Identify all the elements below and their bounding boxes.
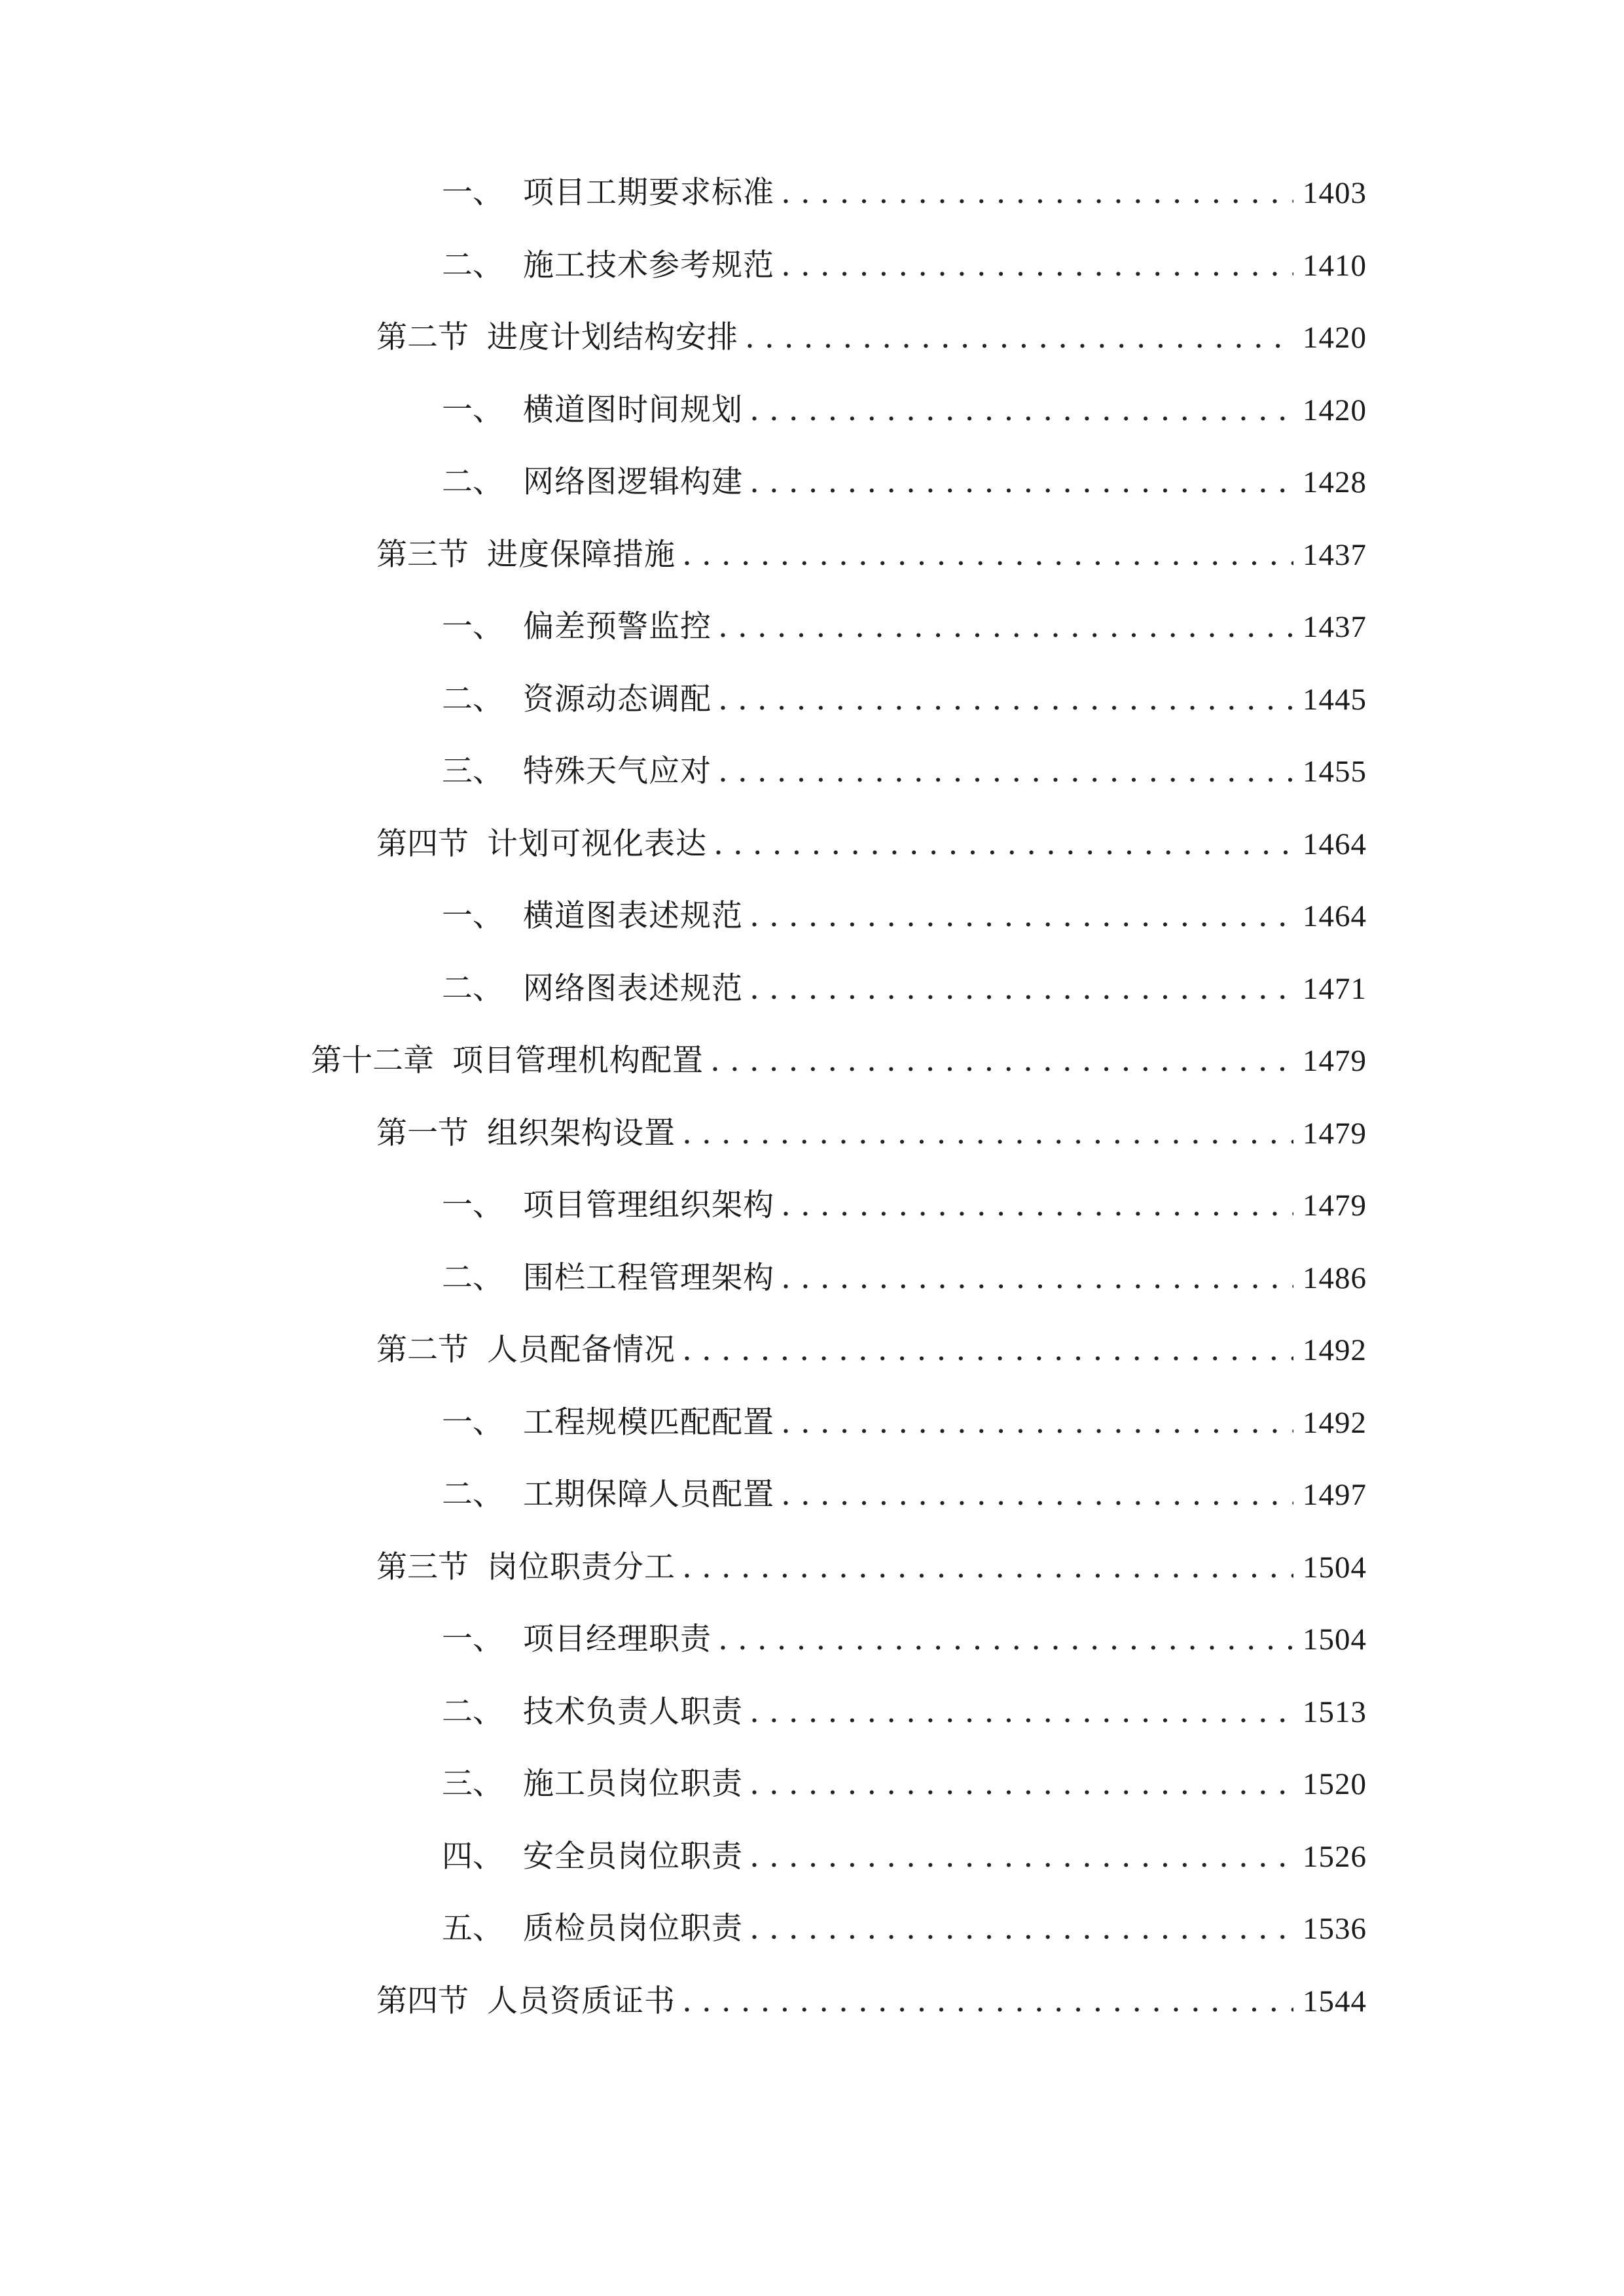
toc-entry-title: 进度保障措施 xyxy=(487,536,676,573)
toc-entry-page-number: 1544 xyxy=(1303,1984,1367,2018)
toc-entry[interactable] xyxy=(442,240,1367,292)
toc-entry-title: 横道图表述规范 xyxy=(523,898,743,934)
toc-entry-title: 项目管理组织架构 xyxy=(523,1187,774,1223)
toc-entry[interactable] xyxy=(376,1107,1367,1160)
toc-entry-title: 网络图表述规范 xyxy=(523,970,743,1007)
toc-entry-number: 一、 xyxy=(442,609,503,645)
toc-entry-title: 安全员岗位职责 xyxy=(523,1838,743,1874)
toc-entry-number: 一、 xyxy=(442,175,503,211)
toc-entry-number: 第三节 xyxy=(376,536,469,573)
toc-entry-number: 一、 xyxy=(442,391,503,428)
toc-entry-number: 二、 xyxy=(442,464,503,500)
toc-dot-leader xyxy=(749,1903,1293,1955)
toc-entry[interactable] xyxy=(442,1613,1367,1666)
toc-entry-number: 第二节 xyxy=(376,1332,469,1368)
toc-entry-number: 二、 xyxy=(442,681,503,717)
toc-entry-title: 施工技术参考规范 xyxy=(523,247,774,283)
toc-entry-title: 偏差预警监控 xyxy=(523,609,712,645)
toc-entry-page-number: 1479 xyxy=(1303,1116,1367,1151)
toc-dot-leader xyxy=(749,384,1293,437)
toc-entry-title: 施工员岗位职责 xyxy=(523,1766,743,1802)
toc-entry[interactable] xyxy=(376,312,1367,364)
toc-dot-leader xyxy=(745,312,1293,364)
toc-entry-title: 质检员岗位职责 xyxy=(523,1910,743,1946)
toc-dot-leader xyxy=(749,890,1293,942)
toc-entry-title: 网络图逻辑构建 xyxy=(523,464,743,500)
toc-entry-number: 第二节 xyxy=(376,319,469,355)
toc-dot-leader xyxy=(718,745,1293,798)
toc-entry[interactable] xyxy=(442,1397,1367,1449)
toc-dot-leader xyxy=(749,1831,1293,1883)
toc-dot-leader xyxy=(682,1541,1293,1594)
toc-entry[interactable] xyxy=(376,1541,1367,1594)
toc-entry-page-number: 1492 xyxy=(1303,1333,1367,1367)
toc-entry-title: 项目经理职责 xyxy=(523,1621,712,1657)
toc-dot-leader xyxy=(749,1686,1293,1738)
toc-entry-title: 围栏工程管理架构 xyxy=(523,1259,774,1296)
toc-dot-leader xyxy=(781,1179,1293,1232)
toc-entry-title: 工期保障人员配置 xyxy=(523,1477,774,1513)
toc-entry-page-number: 1464 xyxy=(1303,899,1367,933)
toc-entry-page-number: 1479 xyxy=(1303,1189,1367,1223)
toc-entry[interactable] xyxy=(442,1469,1367,1521)
toc-entry-number: 第四节 xyxy=(376,825,469,862)
toc-entry-page-number: 1526 xyxy=(1303,1839,1367,1874)
toc-entry-title: 项目工期要求标准 xyxy=(523,175,774,211)
toc-entry-number: 一、 xyxy=(442,1187,503,1223)
toc-entry-title: 进度计划结构安排 xyxy=(487,319,738,355)
toc-dot-leader xyxy=(682,529,1293,581)
toc-entry[interactable] xyxy=(442,745,1367,798)
toc-entry-page-number: 1497 xyxy=(1303,1478,1367,1512)
toc-dot-leader xyxy=(781,1397,1293,1449)
toc-entry-page-number: 1403 xyxy=(1303,176,1367,210)
toc-entry[interactable] xyxy=(442,167,1367,219)
toc-entry-page-number: 1486 xyxy=(1303,1261,1367,1295)
toc-entry-title: 资源动态调配 xyxy=(523,681,712,717)
toc-entry[interactable] xyxy=(442,456,1367,509)
toc-entry-title: 特殊天气应对 xyxy=(523,753,712,789)
toc-entry-page-number: 1504 xyxy=(1303,1550,1367,1585)
toc-dot-leader xyxy=(718,1613,1293,1666)
toc-dot-leader xyxy=(749,1758,1293,1810)
toc-entry-title: 计划可视化表达 xyxy=(487,825,707,862)
toc-dot-leader xyxy=(682,1107,1293,1160)
toc-entry[interactable] xyxy=(442,1686,1367,1738)
toc-entry-title: 工程规模匹配配置 xyxy=(523,1404,774,1441)
toc-entry-number: 二、 xyxy=(442,247,503,283)
toc-entry-page-number: 1504 xyxy=(1303,1623,1367,1657)
toc-entry-number: 二、 xyxy=(442,970,503,1007)
toc-entry-page-number: 1437 xyxy=(1303,610,1367,644)
toc-dot-leader xyxy=(781,1252,1293,1304)
toc-dot-leader xyxy=(781,240,1293,292)
toc-dot-leader xyxy=(682,1324,1293,1376)
toc-dot-leader xyxy=(781,1469,1293,1521)
toc-dot-leader xyxy=(781,167,1293,219)
toc-entry[interactable] xyxy=(376,1975,1367,2028)
toc-entry-title: 人员配备情况 xyxy=(487,1332,676,1368)
toc-entry-page-number: 1492 xyxy=(1303,1405,1367,1440)
toc-dot-leader xyxy=(718,601,1293,653)
toc-entry[interactable] xyxy=(442,890,1367,942)
toc-dot-leader xyxy=(749,963,1293,1015)
toc-entry-page-number: 1479 xyxy=(1303,1044,1367,1078)
toc-entry-number: 第十二章 xyxy=(311,1043,434,1079)
toc-entry-number: 一、 xyxy=(442,1404,503,1441)
toc-entry-title: 技术负责人职责 xyxy=(523,1693,743,1730)
toc-dot-leader xyxy=(749,456,1293,509)
toc-entry-number: 三、 xyxy=(442,753,503,789)
toc-dot-leader xyxy=(710,1035,1293,1087)
toc-entry[interactable] xyxy=(442,601,1367,653)
toc-entry-page-number: 1536 xyxy=(1303,1912,1367,1946)
toc-entry-page-number: 1520 xyxy=(1303,1767,1367,1801)
toc-entry-title: 人员资质证书 xyxy=(487,1982,676,2019)
toc-dot-leader xyxy=(718,673,1293,726)
toc-entry-page-number: 1420 xyxy=(1303,393,1367,427)
toc-entry-number: 第四节 xyxy=(376,1982,469,2019)
toc-entry-title: 岗位职责分工 xyxy=(487,1549,676,1585)
toc-entry-number: 二、 xyxy=(442,1477,503,1513)
toc-entry[interactable] xyxy=(442,673,1367,726)
toc-entry-page-number: 1420 xyxy=(1303,321,1367,355)
toc-entry[interactable] xyxy=(376,529,1367,581)
toc-entry-page-number: 1513 xyxy=(1303,1695,1367,1729)
toc-entry-number: 第一节 xyxy=(376,1115,469,1151)
toc-entry-page-number: 1464 xyxy=(1303,827,1367,861)
toc-entry[interactable] xyxy=(442,1252,1367,1304)
toc-entry-number: 第三节 xyxy=(376,1549,469,1585)
toc-entry-page-number: 1445 xyxy=(1303,682,1367,717)
toc-entry-number: 三、 xyxy=(442,1766,503,1802)
toc-entry[interactable] xyxy=(376,818,1367,870)
toc-entry-page-number: 1471 xyxy=(1303,971,1367,1006)
toc-dot-leader xyxy=(682,1975,1293,2028)
toc-entry[interactable] xyxy=(442,1831,1367,1883)
toc-entry-title: 组织架构设置 xyxy=(487,1115,676,1151)
toc-entry-number: 二、 xyxy=(442,1693,503,1730)
toc-entry-number: 四、 xyxy=(442,1838,503,1874)
toc-entry-page-number: 1410 xyxy=(1303,248,1367,283)
toc-entry-page-number: 1437 xyxy=(1303,537,1367,572)
toc-entry-page-number: 1428 xyxy=(1303,465,1367,499)
toc-entry-page-number: 1455 xyxy=(1303,755,1367,789)
toc-entry-number: 一、 xyxy=(442,1621,503,1657)
toc-entry[interactable] xyxy=(442,1758,1367,1810)
toc-entry[interactable] xyxy=(442,1179,1367,1232)
toc-entry-number: 二、 xyxy=(442,1259,503,1296)
toc-entry[interactable] xyxy=(442,384,1367,437)
toc-entry[interactable] xyxy=(311,1035,1367,1087)
toc-entry-number: 五、 xyxy=(442,1910,503,1946)
toc-entry-number: 一、 xyxy=(442,898,503,934)
toc-entry-title: 项目管理机构配置 xyxy=(452,1043,704,1079)
toc-entry-title: 横道图时间规划 xyxy=(523,391,743,428)
toc-entry[interactable] xyxy=(376,1324,1367,1376)
toc-entry[interactable] xyxy=(442,1903,1367,1955)
toc-entry[interactable] xyxy=(442,963,1367,1015)
toc-dot-leader xyxy=(713,818,1293,870)
